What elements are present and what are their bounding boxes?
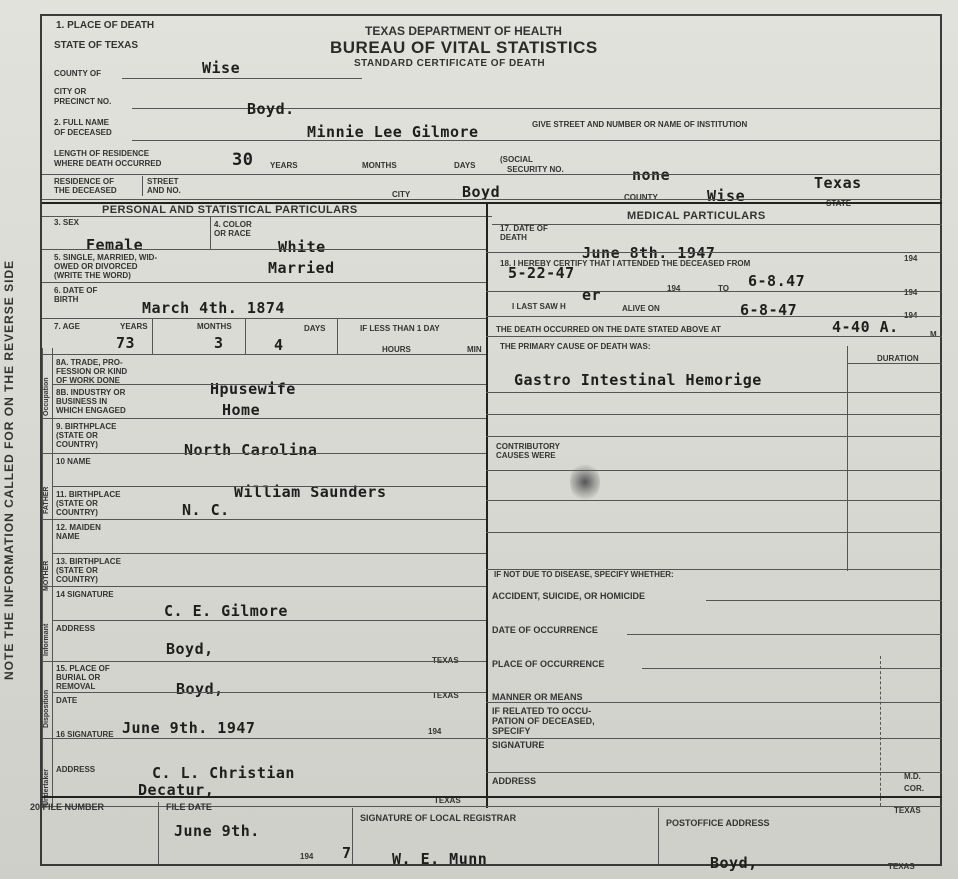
age-days-value: 4 xyxy=(274,336,284,354)
mother-line xyxy=(42,586,486,587)
residence-years-value: 30 xyxy=(232,150,254,170)
registrar-value: W. E. Munn xyxy=(392,850,488,868)
age-divider-1 xyxy=(152,318,153,354)
father-bp-label-1: 11. BIRTHPLACE xyxy=(56,490,121,499)
place-of-death-label: 1. PLACE OF DEATH xyxy=(56,20,155,31)
duration-label: DURATION xyxy=(877,354,919,363)
alive-line xyxy=(486,316,942,317)
file-number-divider xyxy=(158,802,159,864)
alive-label: ALIVE ON xyxy=(622,304,660,313)
undertaker-texas-label: TEXAS xyxy=(434,796,461,805)
industry-label-1: 8B. INDUSTRY OR xyxy=(56,388,126,397)
industry-line xyxy=(42,418,486,419)
mother-bp-label-3: COUNTRY) xyxy=(56,575,98,584)
certificate-form xyxy=(30,14,942,872)
city-value: Boyd. xyxy=(247,100,295,118)
residence-length-label-2: WHERE DEATH OCCURRED xyxy=(54,159,162,168)
dob-label-2: BIRTH xyxy=(54,295,79,304)
related-label-3: SPECIFY xyxy=(492,726,531,736)
full-name-value: Minnie Lee Gilmore xyxy=(307,123,479,141)
residence-county-label: COUNTY xyxy=(624,193,658,202)
burial-label-2: BURIAL OR xyxy=(56,673,101,682)
industry-value: Home xyxy=(222,401,261,419)
duration-header-line xyxy=(847,363,942,364)
medical-section-line xyxy=(492,224,942,225)
manner-line xyxy=(486,702,942,703)
ss-value: none xyxy=(632,166,671,184)
birthplace-label-3: COUNTRY) xyxy=(56,440,98,449)
cause-line-1 xyxy=(486,392,942,393)
informant-side-label: Informant xyxy=(43,623,50,656)
attended-to-value: 6-8.47 xyxy=(748,272,806,290)
physician-signature-label: SIGNATURE xyxy=(492,740,545,750)
time-m-label: M xyxy=(930,330,937,339)
ss-label-1: (SOCIAL xyxy=(500,155,533,164)
dob-label-1: 6. DATE OF xyxy=(54,286,98,295)
age-line xyxy=(42,354,486,355)
primary-cause-value: Gastro Intestinal Hemorige xyxy=(514,371,762,389)
contributory-label-2: CAUSES WERE xyxy=(496,451,556,460)
sex-label: 3. SEX xyxy=(54,218,79,227)
certificate-title: STANDARD CERTIFICATE OF DEATH xyxy=(354,58,546,69)
marital-label-1: 5. SINGLE, MARRIED, WID- xyxy=(54,253,158,262)
alive-year-prefix: 194 xyxy=(904,311,918,320)
state-of-texas-label: STATE OF TEXAS xyxy=(54,40,139,51)
residence-state-label: STATE xyxy=(826,199,852,208)
trade-line xyxy=(52,384,486,385)
residence-label-1: RESIDENCE OF xyxy=(54,177,115,186)
burial-texas-label: TEXAS xyxy=(432,691,459,700)
attended-line xyxy=(486,291,942,292)
related-label-1: IF RELATED TO OCCU- xyxy=(492,706,592,716)
mother-bp-label-2: (STATE OR xyxy=(56,566,98,575)
informant-address-value: Boyd, xyxy=(166,640,214,658)
bureau-title: BUREAU OF VITAL STATISTICS xyxy=(330,38,598,57)
signature-label: 14 SIGNATURE xyxy=(56,590,114,599)
birthplace-label-1: 9. BIRTHPLACE xyxy=(56,422,117,431)
father-line xyxy=(42,519,486,520)
death-time-value: 4-40 A. xyxy=(832,318,899,336)
marital-line xyxy=(42,282,486,283)
personal-section-line xyxy=(42,216,492,217)
color-value: White xyxy=(278,238,326,256)
death-date-line xyxy=(486,252,942,253)
cause-line-6 xyxy=(486,532,942,533)
cause-line-4 xyxy=(486,470,942,471)
age-divider-3 xyxy=(337,318,338,354)
occurred-label: THE DEATH OCCURRED ON THE DATE STATED ABOVE AT xyxy=(496,325,721,334)
sex-value: Female xyxy=(86,236,144,254)
dob-line xyxy=(42,318,486,319)
residence-line xyxy=(42,199,942,200)
manner-label: MANNER OR MEANS xyxy=(492,692,583,702)
occurrence-place-label: PLACE OF OCCURRENCE xyxy=(492,659,605,669)
months-label: MONTHS xyxy=(362,161,397,170)
birthplace-line xyxy=(42,453,486,454)
birthplace-label-2: (STATE OR xyxy=(56,431,98,440)
last-saw-label: I LAST SAW H xyxy=(512,302,566,311)
burial-label-3: REMOVAL xyxy=(56,682,96,691)
hours-label: HOURS xyxy=(382,345,411,354)
industry-label-2: BUSINESS IN xyxy=(56,397,108,406)
file-date-label: FILE DATE xyxy=(166,802,212,812)
color-label-2: OR RACE xyxy=(214,229,251,238)
accident-label: ACCIDENT, SUICIDE, OR HOMICIDE xyxy=(492,591,646,601)
occupation-side-label: Occupation xyxy=(43,377,50,416)
lt-day-label: IF LESS THAN 1 DAY xyxy=(360,324,440,333)
file-year-digit: 7 xyxy=(342,844,352,862)
cause-line-3 xyxy=(486,436,942,437)
burial-year-prefix: 194 xyxy=(428,727,442,736)
days-label: DAYS xyxy=(454,161,476,170)
burial-place-value: Boyd, xyxy=(176,680,224,698)
footer-top-line xyxy=(42,796,942,798)
informant-line xyxy=(42,661,486,662)
contributory-label-1: CONTRIBUTORY xyxy=(496,442,560,451)
industry-label-3: WHICH ENGAGED xyxy=(56,406,126,415)
burial-date-value: June 9th. 1947 xyxy=(122,719,256,737)
dob-value: March 4th. 1874 xyxy=(142,299,285,317)
residence-label-2: THE DECEASED xyxy=(54,186,117,195)
father-name-value: William Saunders xyxy=(234,483,387,501)
residence-state-value: Texas xyxy=(814,174,862,192)
certificate-sheet: NOTE THE INFORMATION CALLED FOR ON THE REVERSE SIDE 1. PLACE OF DEATH STATE OF TEXAS TEXAS DEPARTMENT OF HEALTH BUREAU OF VITAL STATISTICS STANDARD CERTIFICATE OF DEATH COUNTY OF Wise CITY OR PRECINCT NO. Boyd. 2. FULL NAME OF DECEASED Minnie Lee Gilmore GIVE STREET AND NUMBER OR NAME OF INSTITUTION LENGTH OF RESIDENCE WHERE DEATH OCCURRED 30 YEARS MONTHS DAYS (SOCIAL SECURITY NO. none RESIDENCE OF THE DECEASED STREET AND NO. CITY Boyd COUNTY Wise Texas STATE PERSONAL AND STATISTICAL PARTICULARS MEDICAL PARTICULARS 3. SEX Female 4. COLOR OR RACE White 5. SINGLE, MARRIED, WID- OWED OR DIVORCED (WRITE THE WORD) Married 6. DATE OF BIRTH March 4th. 1874 7. AGE YEARS MONTHS DAYS IF LESS THAN 1 DAY HOURS MIN 73 3 4 Occupation 8A. TRADE, PRO- FESSION OR KIND OF WORK DONE Hpusewife 8B. INDUSTRY OR BUSINESS IN WHICH ENGAGED Home 9. BIRTHPLACE (STATE OR COUNTRY) North Carolina FATHER 10 NAME William Saunders 11. BIRTHPLACE (STATE OR COUNTRY) N. C. MOTHER 12. MAIDEN NAME 13. BIRTHPLACE (STATE OR COUNTRY) Informant 14 SIGNATURE C. E. Gilmore ADDRESS Boyd, TEXAS Disposition 15. PLACE OF BURIAL OR REMOVAL Boyd, TEXAS DATE June 9th. 1947 194 Undertaker 16 SIGNATURE C. L. Christian ADDRESS Decatur, TEXAS 17. DATE OF DEATH June 8th. 1947 194 18. I HEREBY CERTIFY THAT I ATTENDED THE DECEASED FROM 5-22-47 194 TO 6-8.47 194 I LAST SAW H er ALIVE ON 6-8-47 194 THE DEATH OCCURRED ON THE DATE STATED ABOVE AT 4-40 A. M THE PRIMARY CAUSE OF DEATH WAS: DURATION Gastro Intestinal Hemorige CONTRIBUTORY CAUSES WERE IF NOT DUE TO DISEASE, SPECIFY WHETHER: ACCIDENT, SUICIDE, OR HOMICIDE DATE OF OCCURRENCE PLACE OF OCCURRENCE MANNER OR MEANS IF RELATED TO OCCU- PATION OF DECEASED, SPECIFY SIGNATURE ADDRESS M.D. COR. TEXAS 20 FILE NUMBER FILE DATE June 9th. 194 7 SIGNATURE OF LOCAL REGISTRAR W. E. Munn POSTOFFICE ADDRESS Boyd, TEXAS xyxy=(0,0,958,879)
related-label-2: PATION OF DECEASED, xyxy=(492,716,595,726)
medical-section-title: MEDICAL PARTICULARS xyxy=(627,210,766,222)
father-side-label: FATHER xyxy=(43,486,50,514)
min-label: MIN xyxy=(467,345,482,354)
duration-divider xyxy=(847,346,848,571)
file-year-prefix: 194 xyxy=(300,852,314,861)
last-saw-typed: er xyxy=(582,286,602,304)
postoffice-value: Boyd, xyxy=(710,854,758,872)
burial-line xyxy=(52,692,486,693)
mother-bp-label-1: 13. BIRTHPLACE xyxy=(56,557,121,566)
occurrence-date-line xyxy=(627,634,942,635)
burial-date-label: DATE xyxy=(56,696,78,705)
personal-section-title: PERSONAL AND STATISTICAL PARTICULARS xyxy=(102,204,358,216)
cor-label: COR. xyxy=(904,784,924,793)
trade-label-2: FESSION OR KIND xyxy=(56,367,128,376)
postoffice-label: POSTOFFICE ADDRESS xyxy=(666,818,770,828)
residence-divider xyxy=(142,176,143,196)
not-disease-label: IF NOT DUE TO DISEASE, SPECIFY WHETHER: xyxy=(494,570,674,579)
marital-label-3: (WRITE THE WORD) xyxy=(54,271,131,280)
age-years-value: 73 xyxy=(116,334,136,352)
county-line xyxy=(122,78,362,79)
md-divider xyxy=(880,656,881,806)
undertaker-address-label: ADDRESS xyxy=(56,765,96,774)
primary-cause-label: THE PRIMARY CAUSE OF DEATH WAS: xyxy=(500,342,651,351)
trade-label-1: 8A. TRADE, PRO- xyxy=(56,358,123,367)
burial-label-1: 15. PLACE OF xyxy=(56,664,110,673)
occurrence-place-line xyxy=(642,668,942,669)
mother-name-line xyxy=(52,553,486,554)
physician-signature-line xyxy=(486,772,942,773)
postoffice-divider xyxy=(658,808,659,864)
informant-texas-label: TEXAS xyxy=(432,656,459,665)
age-label: 7. AGE xyxy=(54,322,80,331)
signature-line xyxy=(52,620,486,621)
department-title: TEXAS DEPARTMENT OF HEALTH xyxy=(365,24,562,38)
registrar-divider xyxy=(352,808,353,864)
city-label-2: PRECINCT NO. xyxy=(54,97,112,106)
county-value: Wise xyxy=(202,59,241,77)
county-label: COUNTY OF xyxy=(54,69,101,78)
full-name-line xyxy=(132,140,942,141)
physician-address-label: ADDRESS xyxy=(492,776,537,786)
city-label-1: CITY OR xyxy=(54,87,87,96)
certify-label: 18. I HEREBY CERTIFY THAT I ATTENDED THE DECEASED FROM xyxy=(500,259,751,268)
death-year-prefix: 194 xyxy=(904,254,918,263)
marital-label-2: OWED OR DIVORCED xyxy=(54,262,138,271)
alive-value: 6-8-47 xyxy=(740,301,798,319)
death-date-label-1: 17. DATE OF xyxy=(500,224,548,233)
to-label: TO xyxy=(718,284,729,293)
street-label-2: AND NO. xyxy=(147,186,181,195)
sex-color-divider xyxy=(210,216,211,249)
years-label: YEARS xyxy=(270,161,298,170)
father-name-label: 10 NAME xyxy=(56,457,91,466)
street-note: GIVE STREET AND NUMBER OR NAME OF INSTITUTION xyxy=(532,120,748,129)
undertaker-signature-value: C. L. Christian xyxy=(152,764,295,782)
street-label-1: STREET xyxy=(147,177,179,186)
from-year-prefix: 194 xyxy=(667,284,681,293)
related-line xyxy=(486,738,942,739)
undertaker-signature-label: 16 SIGNATURE xyxy=(56,730,114,739)
mother-side-label: MOTHER xyxy=(43,560,50,591)
age-years-label: YEARS xyxy=(120,322,148,331)
file-number-label: 20 FILE NUMBER xyxy=(30,802,105,812)
cause-line-5 xyxy=(486,500,942,501)
death-date-value: June 8th. 1947 xyxy=(582,244,716,262)
registrar-label: SIGNATURE OF LOCAL REGISTRAR xyxy=(360,813,517,823)
column-divider xyxy=(486,202,488,808)
ink-smudge xyxy=(570,461,600,503)
residence-city-label: CITY xyxy=(392,190,411,199)
residence-county-value: Wise xyxy=(707,187,746,205)
trade-label-3: OF WORK DONE xyxy=(56,376,120,385)
age-months-label: MONTHS xyxy=(197,322,232,331)
age-months-value: 3 xyxy=(214,334,224,352)
trade-value: Hpusewife xyxy=(210,380,296,398)
side-strip-divider xyxy=(52,348,53,808)
residence-city-value: Boyd xyxy=(462,183,501,201)
full-name-label-2: OF DECEASED xyxy=(54,128,112,137)
age-days-label: DAYS xyxy=(304,324,326,333)
sex-row-line xyxy=(42,249,486,250)
undertaker-side-label: Undertaker xyxy=(43,769,50,806)
birthplace-value: North Carolina xyxy=(184,441,318,459)
address-label: ADDRESS xyxy=(56,624,96,633)
full-name-label-1: 2. FULL NAME xyxy=(54,118,109,127)
color-label-1: 4. COLOR xyxy=(214,220,252,229)
father-name-line xyxy=(52,486,486,487)
residence-length-line xyxy=(42,174,942,175)
ss-label-2: SECURITY NO. xyxy=(507,165,564,174)
father-bp-label-3: COUNTRY) xyxy=(56,508,98,517)
attended-from-value: 5-22-47 xyxy=(508,264,575,282)
physician-texas-label: TEXAS xyxy=(894,806,921,815)
md-label: M.D. xyxy=(904,772,921,781)
occurred-line xyxy=(486,336,942,337)
informant-signature-value: C. E. Gilmore xyxy=(164,602,288,620)
father-bp-value: N. C. xyxy=(182,501,230,519)
marital-value: Married xyxy=(268,259,335,277)
residence-length-label-1: LENGTH OF RESIDENCE xyxy=(54,149,150,158)
disposition-side-label: Disposition xyxy=(43,689,50,728)
mother-name-label-2: NAME xyxy=(56,532,80,541)
postoffice-texas-label: TEXAS xyxy=(888,862,915,871)
occurrence-date-label: DATE OF OCCURRENCE xyxy=(492,625,598,635)
mother-name-label-1: 12. MAIDEN xyxy=(56,523,101,532)
file-date-value: June 9th. xyxy=(174,822,260,840)
father-bp-label-2: (STATE OR xyxy=(56,499,98,508)
cause-line-2 xyxy=(486,414,942,415)
accident-line xyxy=(706,600,942,601)
death-date-label-2: DEATH xyxy=(500,233,527,242)
undertaker-address-value: Decatur, xyxy=(138,781,215,799)
to-year-prefix: 194 xyxy=(904,288,918,297)
age-divider-2 xyxy=(245,318,246,354)
